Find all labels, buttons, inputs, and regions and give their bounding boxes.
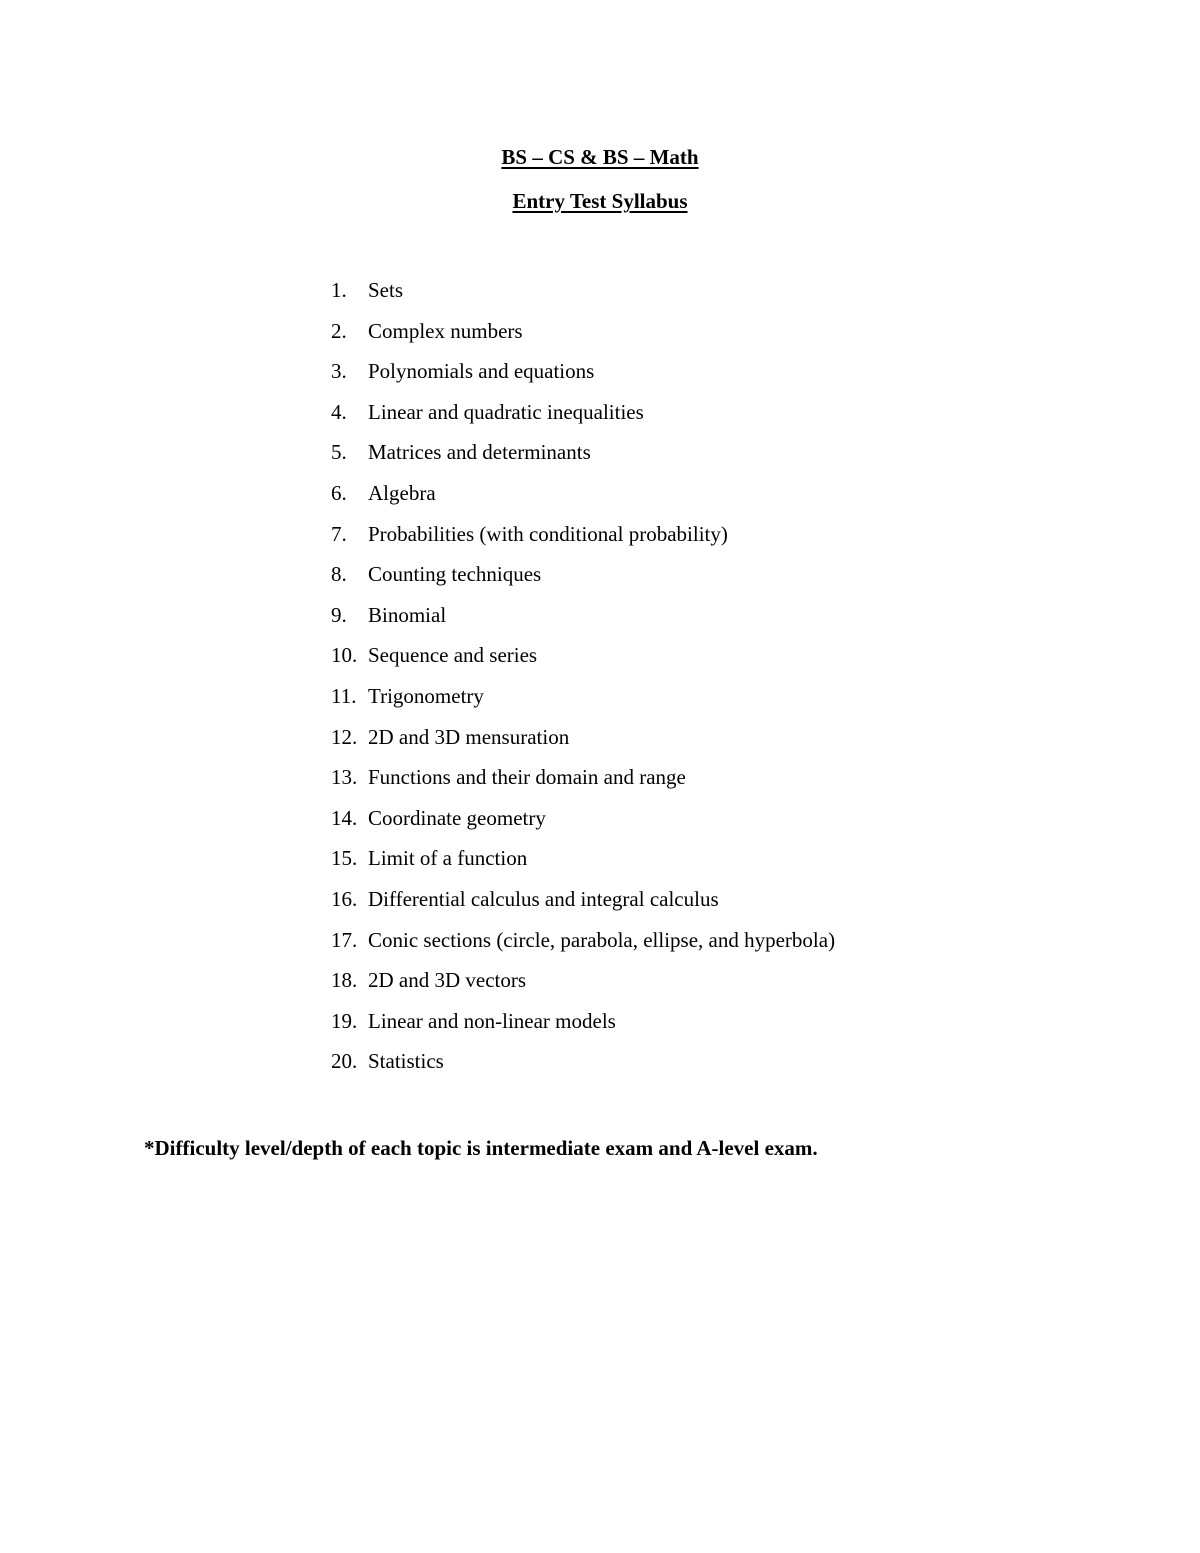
list-item bbox=[331, 562, 835, 603]
document-subtitle: Entry Test Syllabus bbox=[512, 189, 688, 213]
list-item bbox=[331, 522, 835, 563]
list-item bbox=[331, 684, 835, 725]
list-item bbox=[331, 319, 835, 360]
list-item-number: 9. bbox=[331, 602, 347, 627]
list-item-label: 2D and 3D vectors bbox=[368, 968, 527, 993]
list-item-number: 17. bbox=[331, 927, 358, 952]
list-item-number: 16. bbox=[331, 886, 358, 911]
list-item bbox=[331, 1009, 835, 1050]
list-item-number: 20. bbox=[331, 1049, 358, 1074]
list-item-label: Limit of a function bbox=[368, 846, 528, 871]
document-title: BS – CS & BS – Math bbox=[501, 145, 699, 169]
list-item-label: Differential calculus and integral calculus bbox=[368, 886, 719, 911]
list-item bbox=[331, 400, 835, 441]
list-item-label: Sequence and series bbox=[368, 643, 538, 668]
list-item bbox=[331, 278, 835, 319]
list-item-label: Counting techniques bbox=[368, 562, 542, 587]
list-item-label: Polynomials and equations bbox=[368, 359, 595, 384]
list-item-label: Complex numbers bbox=[368, 318, 523, 343]
list-item bbox=[331, 806, 835, 847]
list-item-label: Coordinate geometry bbox=[368, 805, 546, 830]
list-item bbox=[331, 359, 835, 400]
list-item-number: 18. bbox=[331, 968, 358, 993]
list-item-number: 11. bbox=[331, 683, 357, 708]
list-item bbox=[331, 1049, 835, 1090]
list-item bbox=[331, 603, 835, 644]
list-item-number: 6. bbox=[331, 480, 347, 505]
list-item-number: 10. bbox=[331, 643, 358, 668]
list-item-label: Linear and non-linear models bbox=[368, 1008, 616, 1033]
list-item bbox=[331, 725, 835, 766]
list-item-label: Functions and their domain and range bbox=[368, 765, 686, 790]
list-item-number: 2. bbox=[331, 318, 347, 343]
list-item-label: Statistics bbox=[368, 1049, 444, 1074]
list-item bbox=[331, 928, 835, 969]
list-item-label: Conic sections (circle, parabola, ellipse, and hyperbola) bbox=[368, 927, 836, 952]
list-item-number: 1. bbox=[331, 278, 347, 302]
list-item-number: 12. bbox=[331, 724, 358, 749]
list-item bbox=[331, 846, 835, 887]
list-item-label: Binomial bbox=[368, 602, 447, 627]
list-item bbox=[331, 765, 835, 806]
list-item-number: 15. bbox=[331, 846, 358, 871]
topic-list bbox=[331, 278, 835, 1090]
list-item-label: Algebra bbox=[368, 480, 436, 505]
list-item-number: 4. bbox=[331, 399, 347, 424]
list-item-number: 8. bbox=[331, 562, 347, 587]
list-item-number: 7. bbox=[331, 521, 347, 546]
list-item bbox=[331, 643, 835, 684]
list-item-number: 14. bbox=[331, 805, 358, 830]
list-item-label: Trigonometry bbox=[368, 683, 484, 708]
list-item-number: 3. bbox=[331, 359, 347, 384]
list-item bbox=[331, 440, 835, 481]
difficulty-note: *Difficulty level/depth of each topic is intermediate exam and A-level exam. bbox=[144, 1136, 818, 1160]
list-item-label: 2D and 3D mensuration bbox=[368, 724, 570, 749]
list-item-label: Matrices and determinants bbox=[368, 440, 591, 465]
list-item-label: Sets bbox=[368, 278, 404, 302]
list-item-label: Linear and quadratic inequalities bbox=[368, 399, 644, 424]
list-item-label: Probabilities (with conditional probability) bbox=[368, 521, 728, 546]
list-item-number: 19. bbox=[331, 1008, 358, 1033]
list-item-number: 5. bbox=[331, 440, 347, 465]
list-item bbox=[331, 481, 835, 522]
list-item-number: 13. bbox=[331, 765, 358, 790]
list-item bbox=[331, 887, 835, 928]
list-item bbox=[331, 968, 835, 1009]
